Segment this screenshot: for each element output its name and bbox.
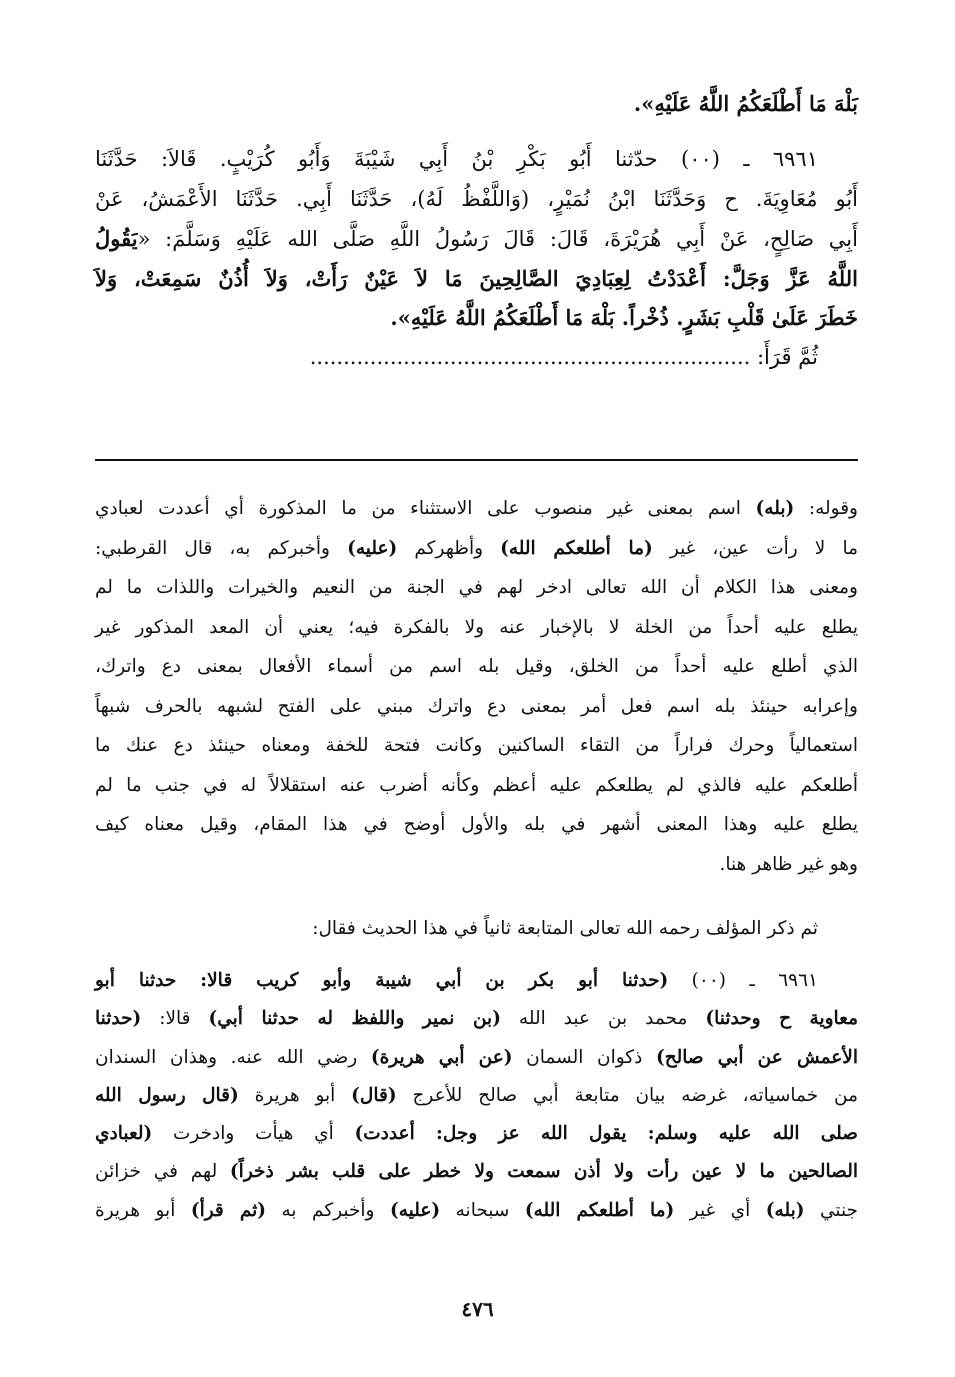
text-segment: وأخبركم به: [266, 1199, 390, 1221]
page-number: ٤٧٦: [461, 1297, 494, 1321]
text-line: [95, 259, 858, 298]
text-line: [95, 1153, 858, 1191]
text-line: [95, 298, 858, 337]
text-segment: من خماسياته، غرضه بيان متابعة أبي صالح للأعرج: [396, 1084, 858, 1106]
commentary-text: [95, 489, 858, 884]
text-line: [95, 568, 858, 608]
text-segment: أبو هريرة: [95, 1199, 191, 1221]
bold-text-segment: اللَّهُ عَزَّ وَجَلَّ: أَعْدَدْتُ لِعِبَادِيَ الصَّالِحِينَ مَا لاَ عَيْنٌ رَأَتْ، وَلاَ أُذُنٌ سَمِعَتْ، وَلاَ: [95, 266, 858, 291]
text-segment: أَبُو مُعَاوِيَةَ. ح وَحَدَّثَنَا ابْنُ نُمَيْرٍ، (وَاللَّفْظُ لَهُ)، حَدَّثَنَا أَبِي. حَدَّثَنَا الأَعْمَشُ، عَنْ: [95, 187, 858, 211]
text-line: [95, 805, 858, 845]
text-line: [95, 962, 858, 1000]
bold-text-segment: صلى الله عليه وسلم: يقول الله عز وجل: أعددت): [354, 1123, 858, 1145]
text-line: [95, 337, 858, 377]
text-segment: يطلع عليه أحداً من الخلة لا بالإخبار عنه ولا بالفكرة فيه؛ يعني أن المعد المذكور غير: [95, 616, 858, 638]
text-segment: ٦٩٦١ ـ (٠٠) حدّثنا أَبُو بَكْرِ بْنُ أَبِي شَيْبَةَ وَأَبُو كُرَيْبٍ. قَالاَ: حَدَّثَنَا: [95, 147, 818, 171]
text-segment: أَبِي صَالِحٍ، عَنْ أَبِي هُرَيْرَةَ، قَالَ: قَالَ رَسُولُ اللَّهِ صَلَّى الله عَلَيْهِ وَسَلَّمَ: «: [137, 227, 858, 251]
bold-text-segment: (حدثنا أبو بكر بن أبي شيبة وأبو كريب قالا: حدثنا أبو: [95, 970, 669, 991]
text-line: [95, 1000, 858, 1038]
hadith-text: [95, 84, 858, 377]
text-line: [95, 1115, 858, 1153]
text-segment: أطلعكم عليه فالذي لم يطلعكم عليه أعظم وكأنه أضرب عنه استقلالاً له في جنب ما لم: [95, 774, 858, 796]
text-segment: رضي الله عنه. وهذان السندان: [95, 1046, 371, 1068]
bold-text-segment: يَقُولُ: [95, 226, 138, 251]
footnote-separator: [95, 459, 858, 461]
text-segment: وإعرابه حينئذ بله اسم فعل أمر بمعنى دع واترك مبني على الفتح لشبهه بالحرف شبهاً: [95, 695, 858, 717]
text-segment: اسم بمعنى غير منصوب على الاستثناء من ما المذكورة أي أعددت لعبادي: [95, 498, 756, 519]
text-segment: وقوله:: [794, 498, 858, 519]
text-segment: وأظهركم: [397, 537, 501, 559]
bold-text-segment: (عن أبي هريرة): [370, 1046, 513, 1068]
text-segment: محمد بن عبد الله: [500, 1008, 706, 1030]
bold-text-segment: (عليه): [347, 537, 398, 559]
text-segment: الذي أطلع عليه أحداً من الخلق، وقيل بله اسم من أسماء الأفعال بمعنى دع واترك،: [95, 656, 858, 677]
bold-text-segment: (حدثنا: [95, 1008, 142, 1030]
text-line: [95, 647, 858, 687]
text-line: [95, 84, 858, 123]
bold-text-segment: (بله): [755, 498, 795, 519]
bold-text-segment: (عليه): [389, 1199, 441, 1221]
text-line: [95, 1077, 858, 1115]
text-line: [95, 687, 858, 727]
text-line: [95, 726, 858, 766]
followup-text: [95, 910, 858, 948]
text-line: [95, 1192, 858, 1230]
bold-text-segment: بَلْهَ مَا أَطْلَعَكُمُ اللَّهُ عَلَيْهِ».: [633, 91, 858, 116]
text-line: [95, 139, 858, 179]
text-segment: سبحانه: [440, 1199, 525, 1221]
bold-text-segment: (ما أطلعكم الله): [524, 1199, 675, 1221]
bold-text-segment: خَطَرَ عَلَىٰ قَلْبِ بَشَرٍ. ذُخْراً. بَلْهَ مَا أَطْلَعَكُمُ اللَّهُ عَلَيْهِ».: [390, 305, 858, 330]
text-segment: وهو غير ظاهر هنا.: [719, 853, 858, 875]
text-line: [95, 608, 858, 648]
text-line: [95, 766, 858, 806]
bold-text-segment: (ما أطلعكم الله): [500, 537, 653, 559]
text-line: [95, 529, 858, 569]
bold-text-segment: (ثم قرأ): [190, 1199, 267, 1221]
text-segment: يطلع عليه وهذا المعنى أشهر في بله والأول أوضح في هذا المقام، وقيل معناه كيف: [95, 814, 858, 835]
text-segment: لهم في خزائن: [95, 1161, 230, 1183]
bold-text-segment: (لعبادي: [95, 1123, 153, 1145]
text-segment: قالا:: [141, 1008, 209, 1030]
bold-text-segment: (بله): [765, 1199, 805, 1221]
text-segment: ثُمَّ قَرَأَ: ..................................................................: [309, 345, 818, 369]
text-line: [95, 489, 858, 529]
text-segment: ثم ذكر المؤلف رحمه الله تعالى المتابعة ثانياً في هذا الحديث فقال:: [312, 918, 818, 939]
text-line: [95, 845, 858, 885]
text-line: [95, 219, 858, 259]
text-segment: أي هيأت وادخرت: [152, 1123, 355, 1145]
text-line: [95, 910, 858, 948]
text-segment: ما لا رأت عين، غير: [652, 537, 858, 559]
text-segment: وأخبركم به، قال القرطبي:: [95, 537, 348, 559]
text-segment: ذكوان السمان: [512, 1046, 656, 1068]
bold-text-segment: الصالحين ما لا عين رأت ولا أذن سمعت ولا خطر على قلب بشر ذخراً): [229, 1161, 858, 1183]
text-segment: ومعنى هذا الكلام أن الله تعالى ادخر لهم في الجنة من النعيم والخيرات واللذات ما لم: [95, 577, 858, 598]
text-line: [95, 179, 858, 219]
bold-text-segment: الأعمش عن أبي صالح): [655, 1046, 858, 1068]
text-segment: أبو هريرة: [238, 1084, 352, 1106]
bold-text-segment: معاوية ح وحدثنا): [705, 1008, 859, 1030]
hadith-commentary-text: [95, 962, 858, 1230]
text-segment: استعمالياً وحرك فراراً من التقاء الساكنين وكانت فتحة للخفة ومعناه حينئذ دع عنك ما: [95, 735, 858, 756]
text-segment: أي غير: [674, 1199, 766, 1221]
bold-text-segment: (بن نمير واللفظ له حدثنا أبي): [208, 1008, 501, 1030]
bold-text-segment: (قال رسول الله: [95, 1084, 239, 1106]
text-line: [95, 1039, 858, 1077]
text-segment: ٦٩٦١ ـ (٠٠): [668, 970, 818, 991]
text-segment: جنتي: [804, 1199, 858, 1221]
bold-text-segment: (قال): [351, 1084, 397, 1106]
